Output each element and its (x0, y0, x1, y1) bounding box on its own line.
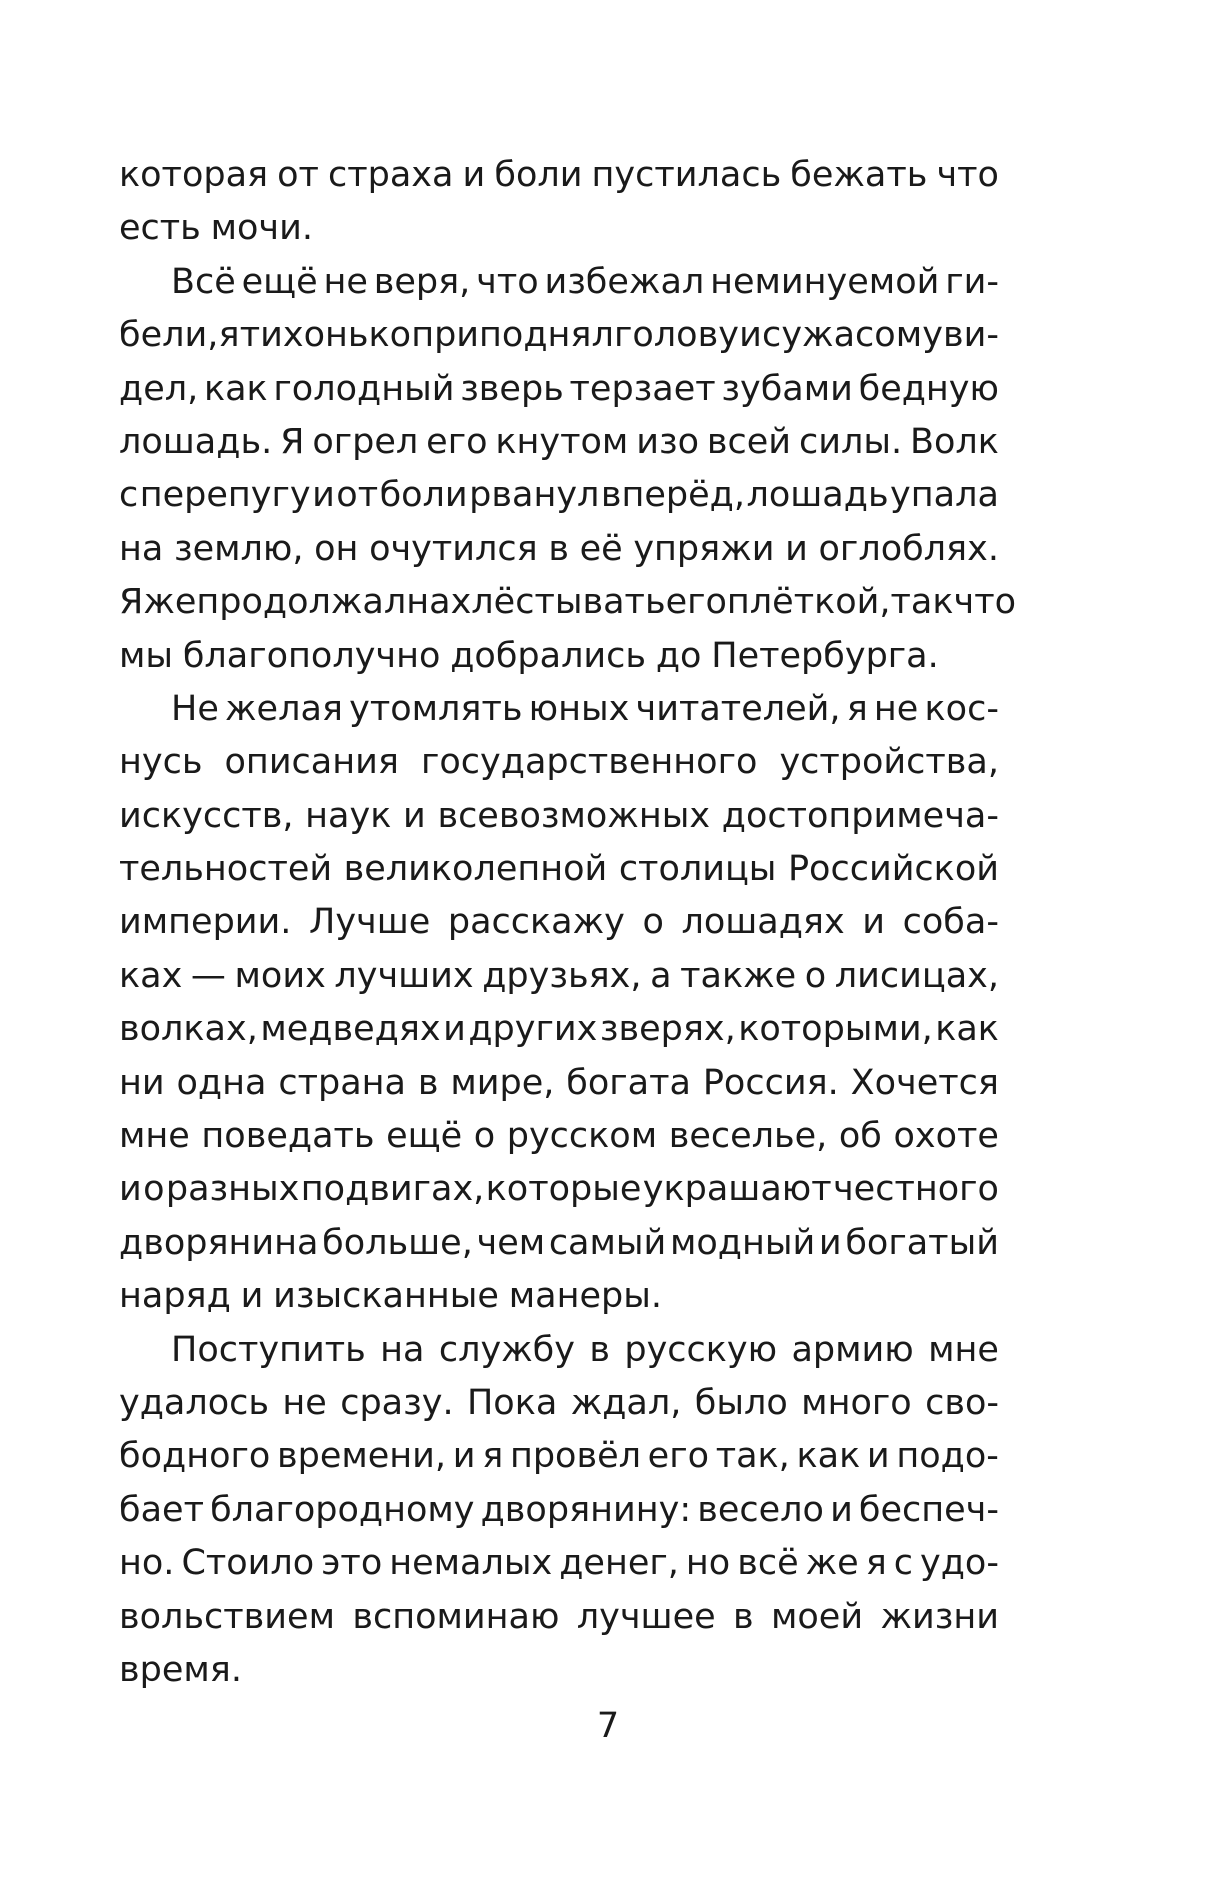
text-line: Поступить на службу в русскую армию мне (171, 1329, 999, 1370)
text-line: мне поведать ещё о русском веселье, об охоте (119, 1116, 999, 1157)
text-line: дел, как голодный зверь терзает зубами бедную (119, 368, 999, 409)
text-line: но. Стоило это немалых денег, но всё же я с удо- (119, 1543, 999, 1584)
text-line: Я же продолжал нахлёстывать его плёткой, так что (119, 582, 1016, 623)
text-line: мы благополучно добрались до Петербурга. (119, 635, 939, 676)
text-line: с перепугу и от боли рванул вперёд, лошадь упала (119, 475, 999, 516)
text-line: империи. Лучше расскажу о лошадях и соба- (119, 902, 999, 943)
text-line: нусь описания государственного устройства, (119, 742, 999, 783)
text-line: бодного времени, и я провёл его так, как и подо- (119, 1436, 999, 1477)
text-line: лошадь. Я огрел его кнутом изо всей силы. Волк (119, 421, 999, 462)
text-line: Не желая утомлять юных читателей, я не кос- (171, 688, 999, 729)
text-line: дворянина больше, чем самый модный и богатый (119, 1222, 999, 1263)
text-line: бели, я тихонько приподнял голову и с ужасом уви- (119, 315, 999, 356)
text-line: наряд и изысканные манеры. (119, 1276, 662, 1317)
text-line: бает благородному дворянину: весело и беспеч- (119, 1489, 999, 1530)
page-number: 7 (596, 1706, 620, 1746)
text-line: ках — моих лучших друзьях, а также о лисицах, (119, 955, 999, 996)
text-line: которая от страха и боли пустилась бежать что (119, 155, 999, 195)
text-line: искусств, наук и всевозможных достопримеча- (119, 795, 999, 836)
text-line: на землю, он очутился в её упряжи и оглоблях. (119, 528, 999, 569)
text-line: вольствием вспоминаю лучшее в моей жизни (119, 1596, 999, 1637)
body-text (119, 149, 1016, 1697)
text-line: волках, медведях и других зверях, которыми, как (119, 1009, 999, 1050)
text-line: время. (119, 1649, 242, 1690)
text-line: удалось не сразу. Пока ждал, было много сво- (119, 1382, 999, 1423)
text-line: есть мочи. (119, 208, 313, 249)
text-line: ни одна страна в мире, богата Россия. Хочется (119, 1062, 999, 1103)
text-line: и о разных подвигах, которые украшают честного (119, 1169, 999, 1210)
text-line: тельностей великолепной столицы Российской (119, 849, 999, 890)
text-line: Всё ещё не веря, что избежал неминуемой ги- (171, 261, 999, 302)
